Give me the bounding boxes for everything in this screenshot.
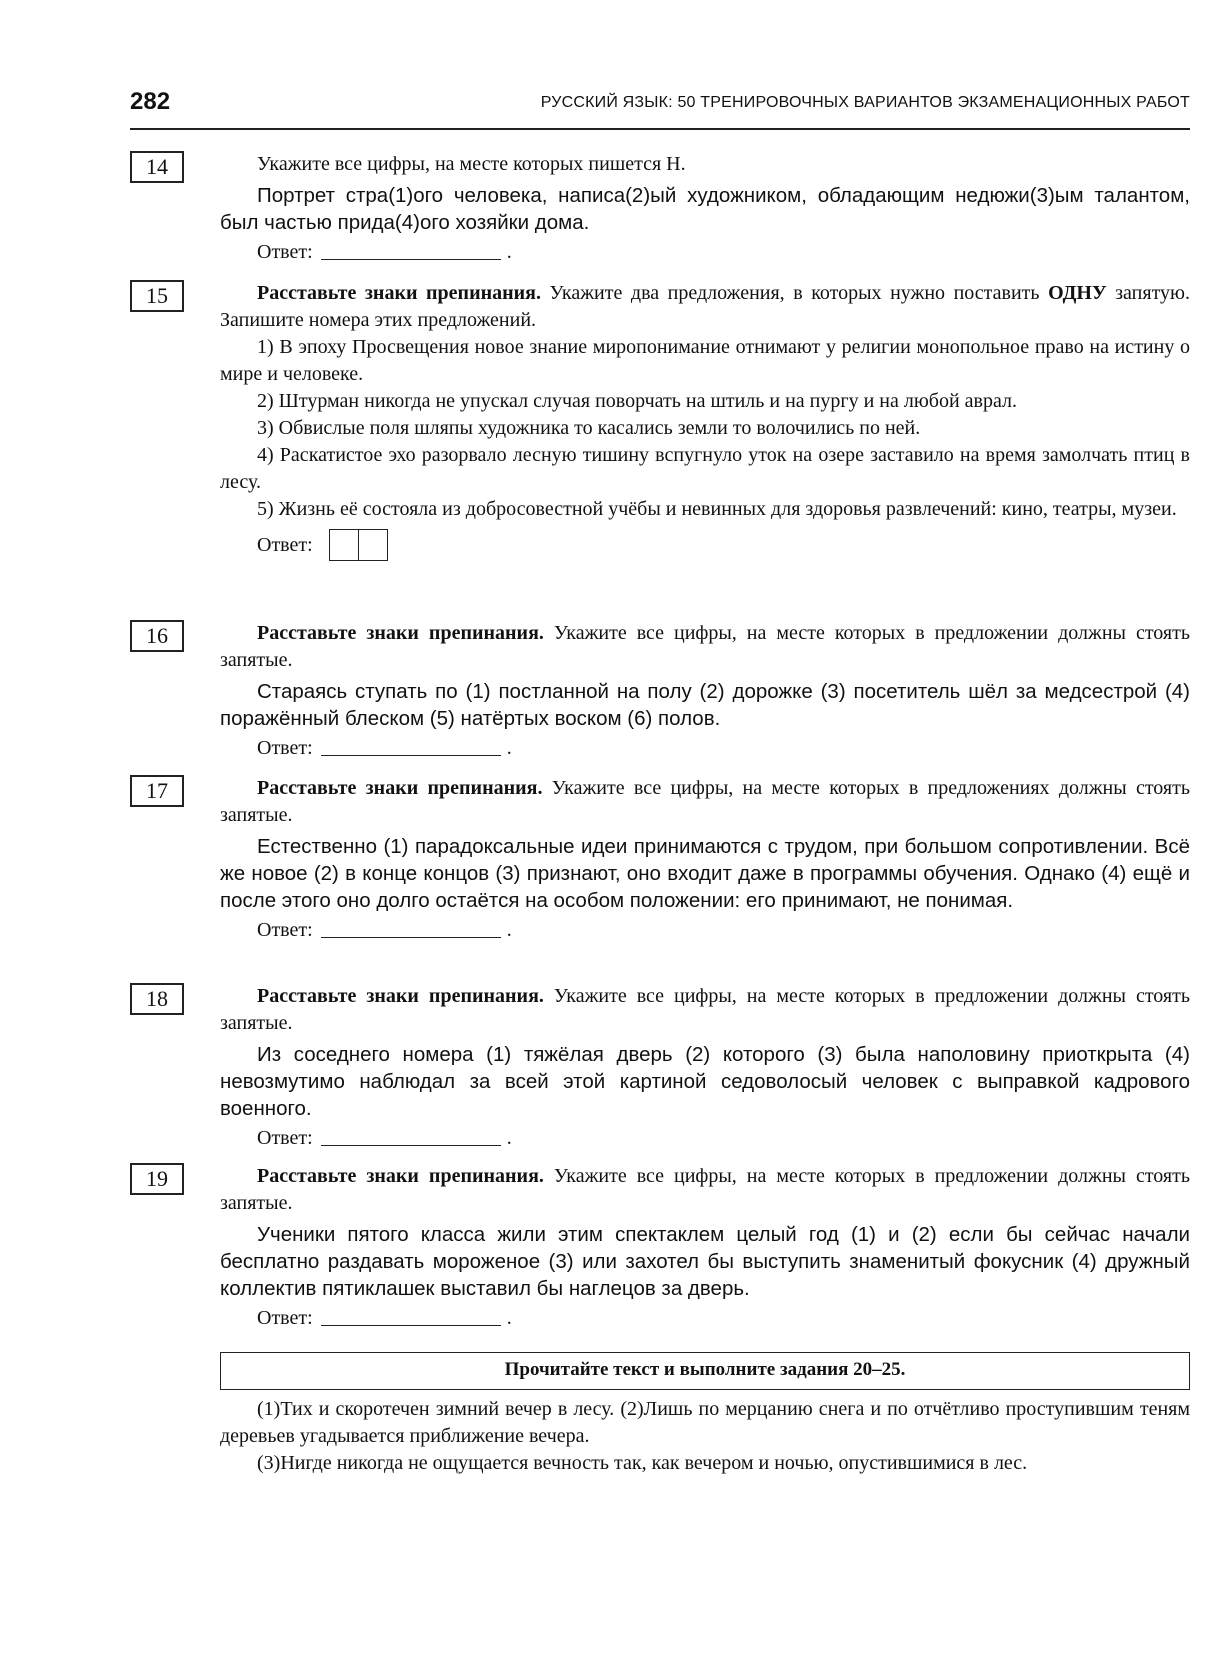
answer-field[interactable]	[321, 1324, 501, 1326]
list-item: 3) Обвислые поля шляпы художника то касались земли то волочились по ней.	[257, 417, 921, 439]
task-instruction: Укажите все цифры, на месте которых пишется Н.	[257, 153, 686, 175]
task-instruction	[220, 983, 1190, 1037]
task-instruction	[220, 1163, 1190, 1217]
task-number: 15	[130, 280, 184, 312]
task-number: 18	[130, 983, 184, 1015]
answer-label: Ответ:	[257, 241, 313, 263]
answer-row: Ответ: .	[257, 1125, 1190, 1152]
task-body	[220, 620, 1190, 762]
page-number: 282	[130, 88, 171, 115]
list-item: 4) Раскатистое эхо разорвало лесную тишину вспугнуло уток на озере заставило на время замолчать птиц в лесу.	[220, 444, 1190, 493]
task-body	[220, 983, 1190, 1152]
task-text: Портрет стра(1)ого человека, написа(2)ый художником, обладающим недюжи(3)ым талантом, был частью прида(4)ого хозяйки дома.	[220, 184, 1190, 234]
instruction-part1: Укажите два предложения, в которых нужно поставить	[541, 282, 1049, 304]
answer-label: Ответ:	[257, 737, 313, 759]
task-number: 17	[130, 775, 184, 807]
answer-field[interactable]	[321, 754, 501, 756]
reading-passage	[220, 1396, 1190, 1477]
read-prompt-box: Прочитайте текст и выполните задания 20–25.	[220, 1352, 1190, 1390]
task-number: 16	[130, 620, 184, 652]
task-text: Стараясь ступать по (1) постланной на полу (2) дорожке (3) посетитель шёл за медсестрой (4) поражённый блеском (5) натёртых воском (6) полов.	[220, 680, 1190, 730]
task-body	[220, 280, 1190, 561]
answer-row	[257, 529, 1190, 561]
answer-label: Ответ:	[257, 533, 313, 556]
task-text: Ученики пятого класса жили этим спектаклем целый год (1) и (2) если бы сейчас начали бесплатно раздавать мороженое (3) или захотел бы выступить знаменитый фокусник (4) дружный коллектив пятиклашек выставил бы наглецов за дверь.	[220, 1223, 1190, 1300]
answer-row: Ответ: .	[257, 1305, 1190, 1332]
task-text: Естественно (1) парадоксальные идеи принимаются с трудом, при большом сопротивлении. Всё же новое (2) в конце концов (3) признают, оно входит даже в программы обучения. Однако (4) ещё и после этого оно долго остаётся на особом положении: его принимают, не понимая.	[220, 835, 1190, 912]
passage-paragraph: (3)Нигде никогда не ощущается вечность так, как вечером и ночью, опустившимися в лес.	[257, 1452, 1028, 1474]
answer-field[interactable]	[321, 258, 501, 260]
answer-box-2[interactable]	[358, 530, 387, 560]
passage-paragraph: (1)Тих и скоротечен зимний вечер в лесу. (2)Лишь по мерцанию снега и по отчётливо проступившим теням деревьев угадывается приближение вечера.	[220, 1398, 1190, 1447]
task-body	[220, 775, 1190, 944]
answer-label: Ответ:	[257, 919, 313, 941]
instruction-bold: Расставьте знаки препинания.	[257, 282, 541, 304]
task-instruction	[220, 775, 1190, 829]
list-item: 5) Жизнь её состояла из добросовестной учёбы и невинных для здоровья развлечений: кино, театры, музеи.	[257, 498, 1177, 520]
answer-field[interactable]	[321, 1144, 501, 1146]
answer-box-1[interactable]	[330, 530, 358, 560]
instruction-part2: запятую. Запишите номера этих предложений.	[220, 282, 1190, 331]
answer-label: Ответ:	[257, 1127, 313, 1149]
instruction-bold: Расставьте знаки препинания.	[257, 777, 543, 799]
instruction-bold: Расставьте знаки препинания.	[257, 1165, 544, 1187]
page-header	[130, 88, 1190, 130]
answer-row: Ответ: .	[257, 735, 1190, 762]
list-item: 2) Штурман никогда не упускал случая поворчать на штиль и на пургу и на любой аврал.	[257, 390, 1018, 412]
task-body	[220, 151, 1190, 266]
task-instruction	[220, 620, 1190, 674]
task-number: 19	[130, 1163, 184, 1195]
instruction-rest: Укажите все цифры, на месте которых в предложении должны стоять запятые.	[220, 985, 1190, 1034]
answer-row: Ответ: .	[257, 239, 1190, 266]
running-title: РУССКИЙ ЯЗЫК: 50 ТРЕНИРОВОЧНЫХ ВАРИАНТОВ ЭКЗАМЕНАЦИОННЫХ РАБОТ	[540, 94, 1190, 111]
answer-field[interactable]	[321, 936, 501, 938]
instruction-bold: Расставьте знаки препинания.	[257, 622, 544, 644]
instruction-bold: Расставьте знаки препинания.	[257, 985, 544, 1007]
list-item: 1) В эпоху Просвещения новое знание миропонимание отнимают у религии монопольное право на истину о мире и человеке.	[220, 336, 1190, 385]
instruction-rest: Укажите все цифры, на месте которых в предложении должны стоять запятые.	[220, 622, 1190, 671]
task-number: 14	[130, 151, 184, 183]
instruction-rest: Укажите все цифры, на месте которых в предложениях должны стоять запятые.	[220, 777, 1190, 826]
task-instruction	[220, 280, 1190, 334]
answer-boxes	[329, 529, 388, 561]
instruction-rest: Укажите все цифры, на месте которых в предложении должны стоять запятые.	[220, 1165, 1190, 1214]
task-body	[220, 1163, 1190, 1332]
instruction-strong: ОДНУ	[1048, 282, 1107, 304]
answer-label: Ответ:	[257, 1307, 313, 1329]
answer-row: Ответ: .	[257, 917, 1190, 944]
task-text: Из соседнего номера (1) тяжёлая дверь (2) которого (3) была наполовину приоткрыта (4) невозмутимо наблюдал за всей этой картиной седоволосый человек с выправкой кадрового военного.	[220, 1043, 1190, 1120]
